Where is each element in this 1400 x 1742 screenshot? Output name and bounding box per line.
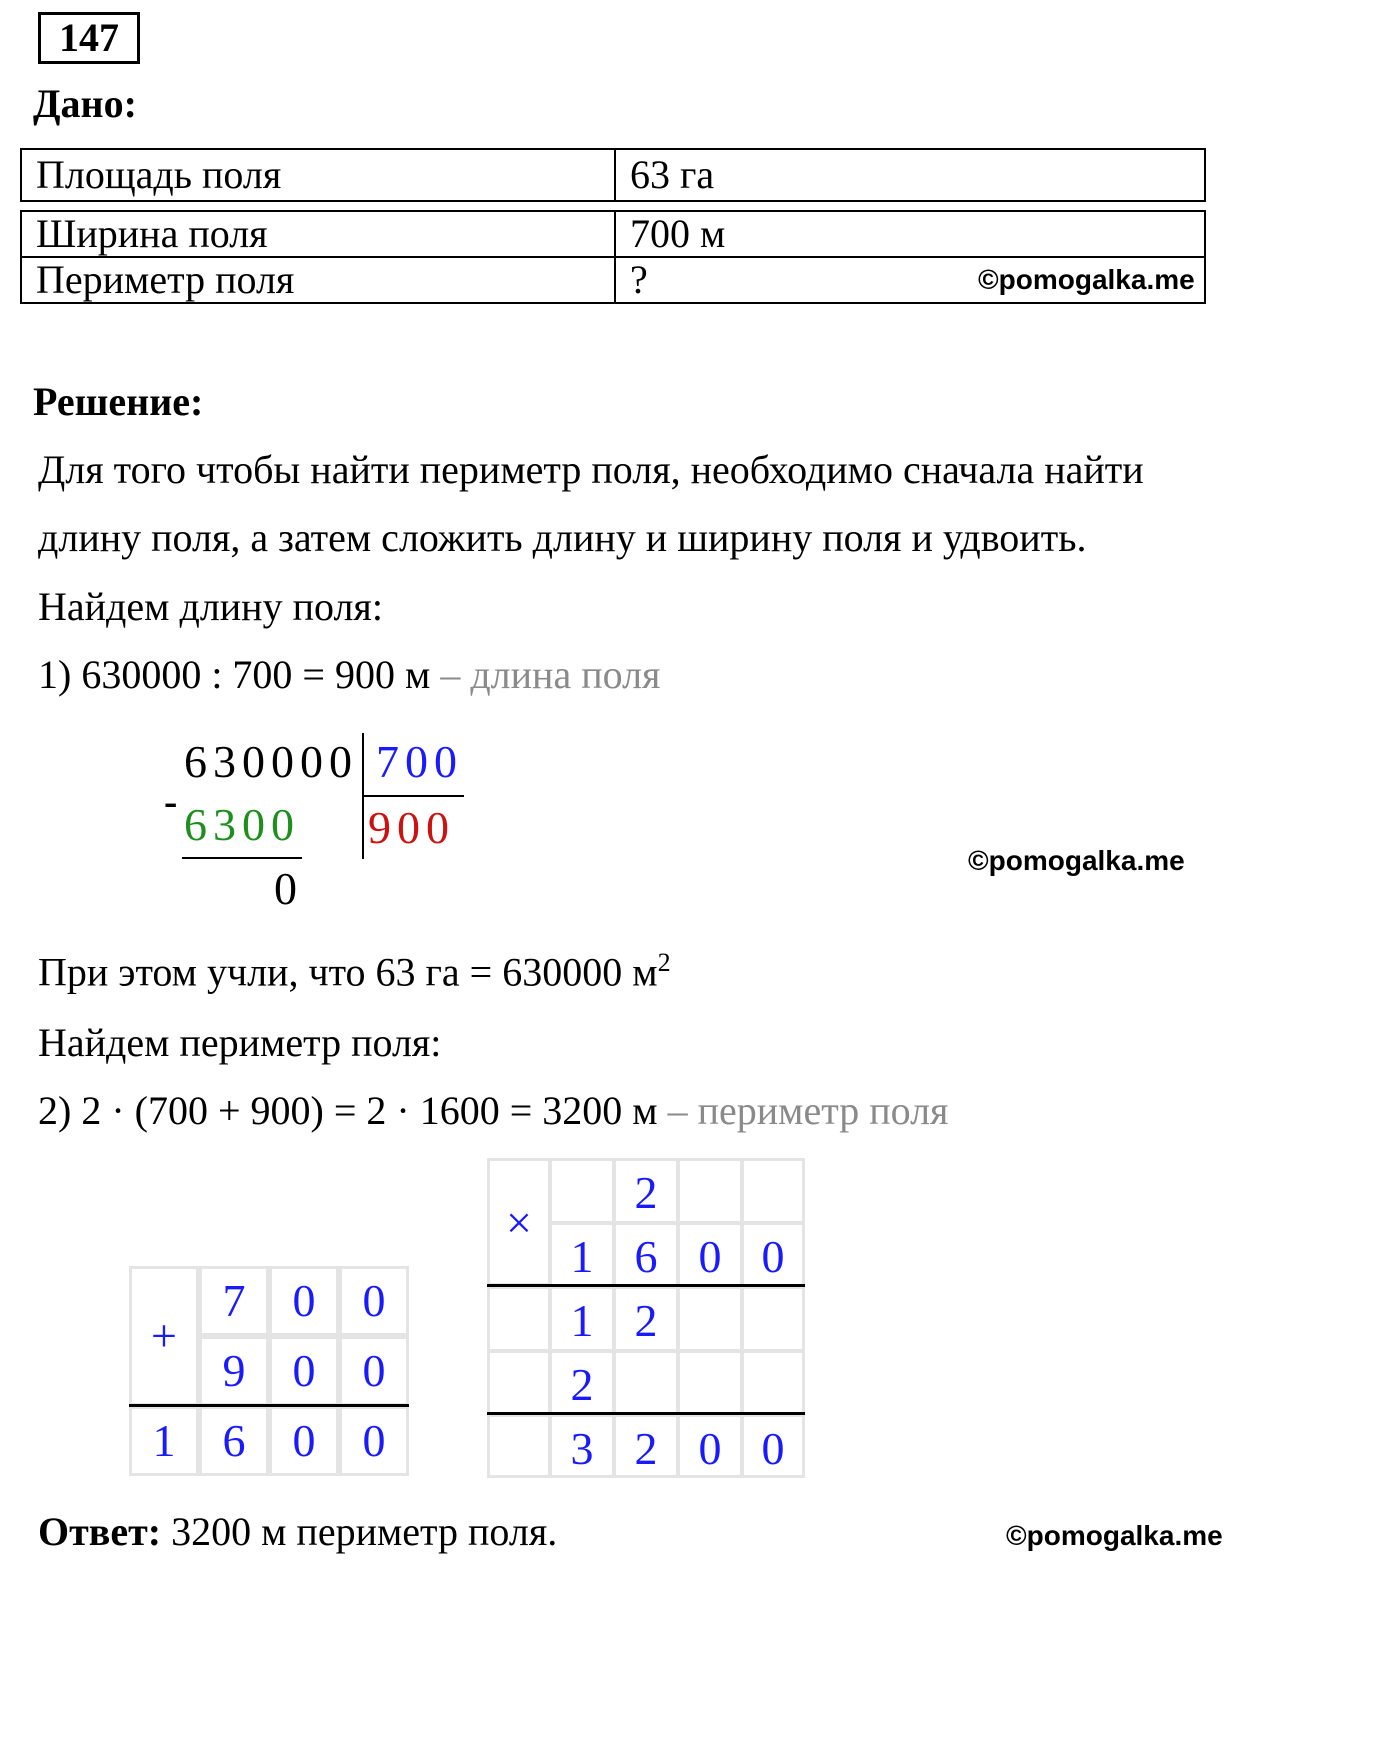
- answer-text: 3200 м периметр поля.: [161, 1509, 558, 1554]
- given-row-width: [21, 211, 1205, 257]
- multiplication-result-cell: 0: [741, 1414, 805, 1478]
- division-divisor: 700: [376, 736, 463, 787]
- multiplication-cell: 0: [677, 1222, 743, 1288]
- conversion-superscript: 2: [657, 948, 671, 977]
- step-2-note: – периметр поля: [657, 1088, 949, 1133]
- multiplication-sign-cell: ×: [487, 1158, 551, 1286]
- task-number: 147: [38, 12, 140, 64]
- division-subtrahend-underline: [182, 857, 302, 859]
- conversion-text: [38, 948, 671, 995]
- multiplication-product-line: [487, 1284, 805, 1287]
- watermark-1: ©pomogalka.me: [978, 264, 1195, 295]
- addition-result-cell: 0: [269, 1406, 339, 1476]
- find-length-text: Найдем длину поля:: [38, 584, 383, 629]
- watermark-2: ©pomogalka.me: [968, 845, 1185, 876]
- solution-heading: Решение:: [33, 379, 204, 424]
- find-perimeter-text: Найдем периметр поля:: [38, 1020, 442, 1065]
- addition-grid: [129, 1266, 409, 1476]
- addition-sign-cell: +: [129, 1266, 199, 1406]
- given-value-area: 63 га: [615, 149, 1205, 201]
- multiplication-cell: 0: [741, 1222, 805, 1288]
- multiplication-grid: [487, 1158, 805, 1478]
- step-1-note: – длина поля: [430, 652, 661, 697]
- addition-cell: 7: [199, 1266, 269, 1336]
- given-label-perimeter: Периметр поля: [21, 257, 615, 303]
- multiplication-cell: [549, 1158, 615, 1224]
- paragraph-line-1: Для того чтобы найти периметр поля, необходимо сначала найти: [38, 447, 1144, 492]
- multiplication-sum-line: [487, 1412, 805, 1415]
- given-heading: Дано:: [33, 81, 137, 126]
- multiplication-cell: 1: [549, 1222, 615, 1288]
- multiplication-result-cell: 3: [549, 1414, 615, 1478]
- multiplication-partial-cell: 2: [549, 1350, 615, 1416]
- given-label-area: Площадь поля: [21, 149, 615, 201]
- addition-result-cell: 0: [339, 1406, 409, 1476]
- conversion-main: При этом учли, что 63 га = 630000 м: [38, 949, 658, 995]
- given-label-width: Ширина поля: [21, 211, 615, 257]
- step-1: [38, 651, 660, 698]
- multiplication-cell: 6: [613, 1222, 679, 1288]
- division-dividend: 630000: [184, 736, 358, 787]
- given-value-width: 700 м: [615, 211, 1205, 257]
- multiplication-cell: 2: [613, 1158, 679, 1224]
- multiplication-result-cell: 0: [677, 1414, 743, 1478]
- addition-cell: 0: [269, 1266, 339, 1336]
- multiplication-cell: [741, 1286, 805, 1352]
- multiplication-cell: [741, 1158, 805, 1224]
- multiplication-cell: [487, 1286, 551, 1352]
- step-2: [38, 1087, 948, 1134]
- addition-cell: 9: [199, 1336, 269, 1406]
- multiplication-partial-cell: 2: [613, 1286, 679, 1352]
- given-row-area: [21, 149, 1205, 201]
- multiplication-partial-cell: 1: [549, 1286, 615, 1352]
- division-subtrahend: 6300: [184, 799, 300, 850]
- step-2-expression: 2) 2 · (700 + 900) = 2 · 1600 = 3200 м: [38, 1088, 658, 1133]
- division-quotient: 900: [368, 802, 455, 853]
- addition-result-cell: 1: [129, 1406, 199, 1476]
- answer-label: Ответ:: [38, 1509, 162, 1554]
- multiplication-cell: [677, 1158, 743, 1224]
- step-1-expression: 1) 630000 : 700 = 900 м: [38, 652, 431, 697]
- given-value-perimeter-text: ?: [630, 257, 648, 302]
- watermark-3: ©pomogalka.me: [1006, 1520, 1223, 1551]
- division-divisor-underline: [364, 795, 464, 797]
- multiplication-cell: [613, 1350, 679, 1416]
- addition-cell: 0: [339, 1336, 409, 1406]
- multiplication-cell: [487, 1414, 551, 1478]
- paragraph-line-2: длину поля, а затем сложить длину и ширину поля и удвоить.: [38, 515, 1087, 560]
- addition-sum-line: [129, 1404, 409, 1407]
- answer: [38, 1508, 557, 1555]
- addition-cell: 0: [339, 1266, 409, 1336]
- addition-cell: 0: [269, 1336, 339, 1406]
- addition-result-cell: 6: [199, 1406, 269, 1476]
- multiplication-cell: [677, 1286, 743, 1352]
- given-table-area: [20, 148, 1206, 202]
- multiplication-cell: [487, 1350, 551, 1416]
- division-remainder: 0: [274, 863, 303, 914]
- multiplication-result-cell: 2: [613, 1414, 679, 1478]
- multiplication-cell: [677, 1350, 743, 1416]
- multiplication-cell: [741, 1350, 805, 1416]
- division-minus-sign: -: [164, 779, 178, 824]
